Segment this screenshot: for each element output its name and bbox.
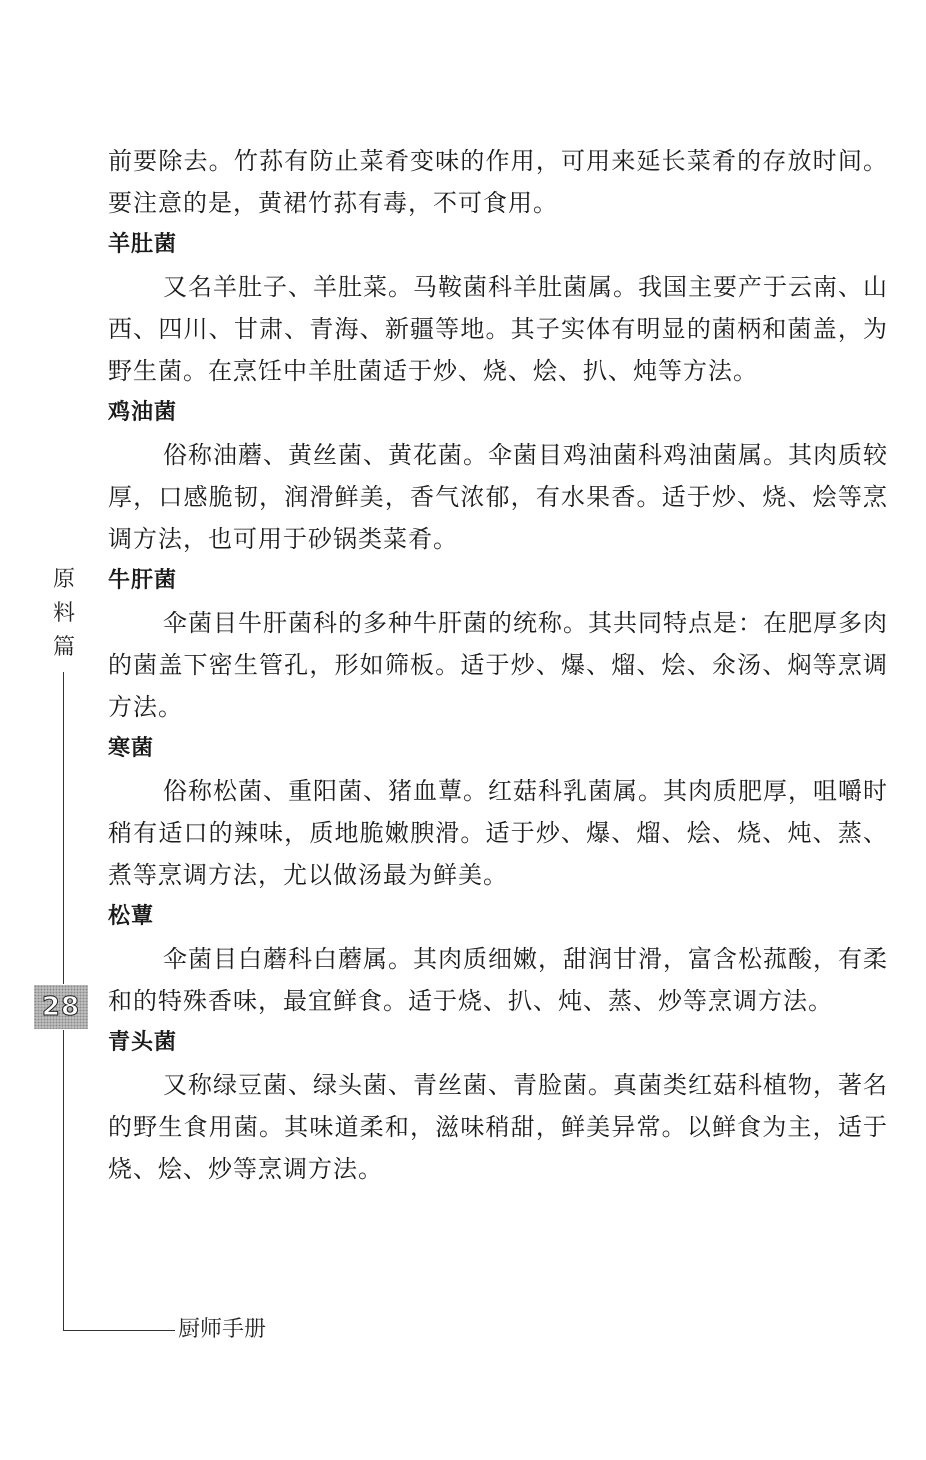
intro-paragraph: 前要除去。竹荪有防止菜肴变味的作用，可用来延长菜肴的存放时间。要注意的是，黄裙竹荪有毒，不可食用。 (108, 147, 888, 217)
page-number-badge (34, 985, 88, 1029)
section-body-jiyoujun: 俗称油蘑、黄丝菌、黄花菌。伞菌目鸡油菌科鸡油菌属。其肉质较厚，口感脆韧，润滑鲜美，香气浓郁，有水果香。适于炒、烧、烩等烹调方法，也可用于砂锅类菜肴。 (108, 441, 888, 553)
footer-rule (63, 1330, 175, 1331)
side-label-char-3: 篇 (52, 635, 75, 660)
footer-book-title: 厨师手册 (178, 1317, 267, 1342)
side-label-char-1: 原 (52, 567, 75, 592)
section-body-qingtoujun: 又称绿豆菌、绿头菌、青丝菌、青脸菌。真菌类红菇科植物，著名的野生食用菌。其味道柔和，滋味稍甜，鲜美异常。以鲜食为主，适于烧、烩、炒等烹调方法。 (108, 1071, 888, 1183)
section-body-hanjun: 俗称松菌、重阳菌、猪血蕈。红菇科乳菌属。其肉质肥厚，咀嚼时稍有适口的辣味，质地脆嫩腴滑。适于炒、爆、熘、烩、烧、炖、蒸、煮等烹调方法，尤以做汤最为鲜美。 (108, 777, 888, 889)
page-number: 28 (41, 992, 81, 1022)
section-body-yangdujun: 又名羊肚子、羊肚菜。马鞍菌科羊肚菌属。我国主要产于云南、山西、四川、甘肃、青海、新疆等地。其子实体有明显的菌柄和菌盖，为野生菌。在烹饪中羊肚菌适于炒、烧、烩、扒、炖等方法。 (108, 273, 888, 385)
section-body-songxun: 伞菌目白蘑科白蘑属。其肉质细嫩，甜润甘滑，富含松菰酸，有柔和的特殊香味，最宜鲜食。适于烧、扒、炖、蒸、炒等烹调方法。 (108, 945, 888, 1015)
section-title-songxun: 松蕈 (108, 904, 155, 929)
section-body-niuganjun: 伞菌目牛肝菌科的多种牛肝菌的统称。其共同特点是：在肥厚多肉的菌盖下密生管孔，形如筛板。适于炒、爆、熘、烩、氽汤、焖等烹调方法。 (108, 609, 888, 721)
section-title-niuganjun: 牛肝菌 (108, 568, 178, 593)
side-rule-upper (63, 672, 64, 984)
section-title-hanjun: 寒菌 (108, 736, 155, 761)
side-rule-lower (63, 1030, 64, 1330)
side-label-char-2: 料 (52, 601, 75, 626)
section-title-jiyoujun: 鸡油菌 (108, 400, 178, 425)
section-title-yangdujun: 羊肚菌 (108, 232, 178, 257)
section-title-qingtoujun: 青头菌 (108, 1030, 178, 1055)
main-content (108, 140, 888, 1190)
